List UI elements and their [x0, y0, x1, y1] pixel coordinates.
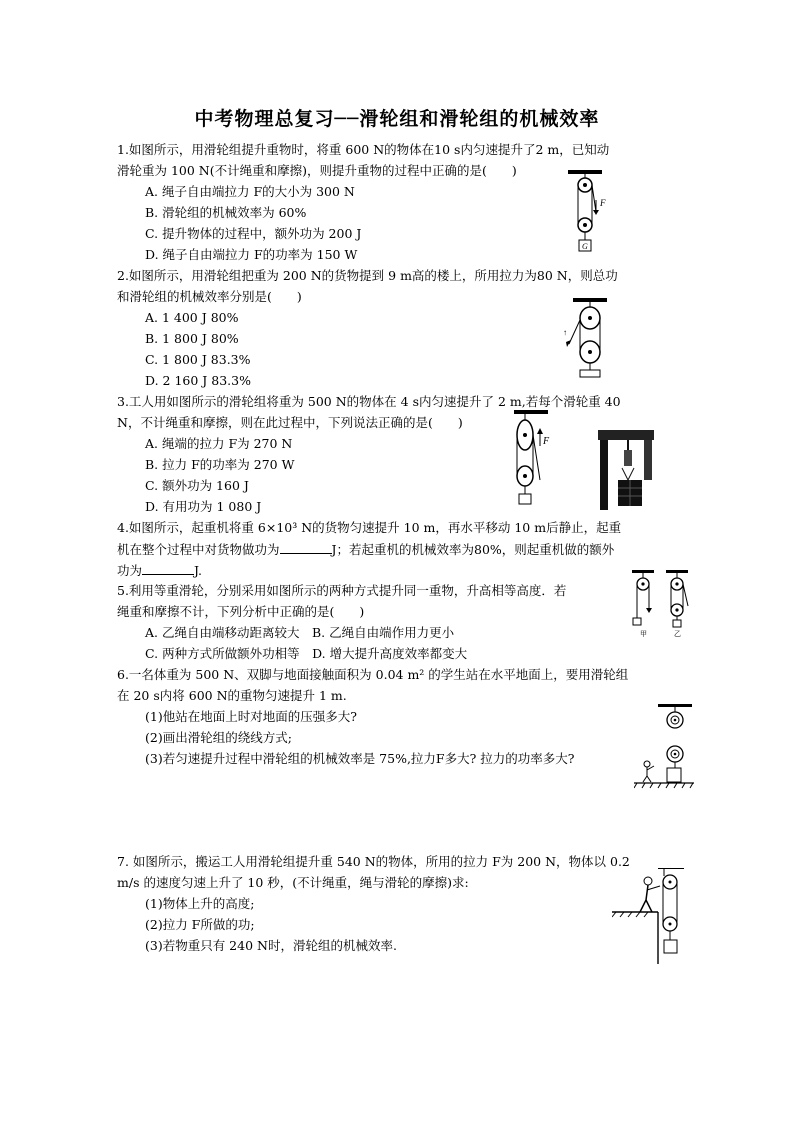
q5-stem-line1: 5.利用等重滑轮，分别采用如图所示的两种方式提升同一重物，升高相等高度．若: [117, 583, 567, 598]
q3-option-d: D. 有用功为 1 080 J: [145, 499, 262, 514]
q4-answer-blank-1[interactable]: [280, 541, 332, 554]
q1-option-c: C. 提升物体的过程中，额外功为 200 J: [145, 226, 362, 241]
q6-sub-2: (2)画出滑轮组的绕线方式;: [145, 730, 292, 745]
q6-sub-1: (1)他站在地面上时对地面的压强多大?: [145, 709, 357, 724]
q7-worker-pulley-figure: [612, 868, 688, 964]
q3-pulley-figure: [510, 410, 560, 508]
q2-option-b: B. 1 800 J 80%: [145, 331, 239, 346]
q4-line3-part-a: 功为: [117, 563, 143, 578]
q7-stem-line1: 7. 如图所示，搬运工人用滑轮组提升重 540 N的物体，所用的拉力 F为 200 N，物体以 0.2: [117, 854, 630, 869]
q3-crane-photo: [598, 428, 654, 510]
q3-option-c: C. 额外功为 160 J: [145, 478, 249, 493]
q1-option-b: B. 滑轮组的机械效率为 60%: [145, 205, 307, 220]
q6-stem-line2: 在 20 s内将 600 N的重物匀速提升 1 m.: [117, 688, 347, 703]
q2-option-d: D. 2 160 J 83.3%: [145, 373, 251, 388]
q4-line1: 4.如图所示，起重机将重 6×10³ N的货物匀速提升 10 m，再水平移动 10 m后静止，起重: [117, 520, 622, 535]
q3-option-b: B. 拉力 F的功率为 270 W: [145, 457, 295, 472]
page-title: 中考物理总复习──滑轮组和滑轮组的机械效率: [194, 108, 600, 130]
q4-answer-blank-2[interactable]: [142, 562, 194, 575]
q1-force-label: F: [600, 198, 606, 208]
svg-text:↑: ↑: [563, 328, 567, 337]
q4-line2-part-b: J；若起重机的机械效率为80%，则起重机做的额外: [331, 542, 615, 557]
q7-stem-line2: m/s 的速度匀速上升了 10 秒，(不计绳重，绳与滑轮的摩擦)求:: [117, 875, 469, 890]
q2-option-a: A. 1 400 J 80%: [145, 310, 239, 325]
q2-pulley-figure: [563, 298, 613, 380]
q1-stem-line1: 1.如图所示，用滑轮组提升重物时，将重 600 N的物体在10 s内匀速提升了2 m，已知动: [117, 142, 610, 157]
q5-pulley-figure: [628, 570, 692, 642]
q5-options-row1: A. 乙绳自由端移动距离较大 B. 乙绳自由端作用力更小: [145, 625, 455, 640]
q2-stem-line1: 2.如图所示，用滑轮组把重为 200 N的货物提到 9 m高的楼上，所用拉力为80 N，则总功: [117, 268, 618, 283]
q4-line3: [117, 562, 202, 579]
q6-pulley-figure: [634, 704, 694, 790]
q4-line2: [117, 541, 614, 558]
q5-label-yi: 乙: [674, 630, 681, 638]
q1-option-a: A. 绳子自由端拉力 F的大小为 300 N: [145, 184, 355, 199]
q5-options-row2: C. 两种方式所做额外功相等 D. 增大提升高度效率都变大: [145, 646, 468, 661]
q4-line3-part-b: J.: [194, 563, 203, 578]
q7-sub-1: (1)物体上升的高度;: [145, 896, 255, 911]
q6-sub-3: (3)若匀速提升过程中滑轮组的机械效率是 75%,拉力F多大? 拉力的功率多大?: [145, 751, 575, 766]
q4-line2-part-a: 机在整个过程中对货物做功为: [117, 542, 280, 557]
q3-stem-line1: 3.工人用如图所示的滑轮组将重为 500 N的物体在 4 s内匀速提升了 2 m,若每个滑轮重 40: [117, 394, 621, 409]
q7-sub-3: (3)若物重只有 240 N时，滑轮组的机械效率.: [145, 938, 397, 953]
q5-label-jia: 甲: [640, 630, 647, 638]
q3-option-a: A. 绳端的拉力 F为 270 N: [145, 436, 293, 451]
q2-stem-line2: 和滑轮组的机械效率分别是( ): [117, 289, 302, 304]
q3-force-label: F: [543, 436, 550, 447]
q3-stem-line2: N，不计绳重和摩擦，则在此过程中，下列说法正确的是( ): [117, 415, 463, 430]
q2-option-c: C. 1 800 J 83.3%: [145, 352, 251, 367]
q5-stem-line2: 绳重和摩擦不计，下列分析中正确的是( ): [117, 604, 365, 619]
q1-option-d: D. 绳子自由端拉力 F的功率为 150 W: [145, 247, 358, 262]
q1-pulley-figure: [560, 170, 610, 256]
q1-weight-label: G: [582, 242, 588, 251]
q1-stem-line2: 滑轮重为 100 N(不计绳重和摩擦)，则提升重物的过程中正确的是( ): [117, 163, 517, 178]
q6-stem-line1: 6.一名体重为 500 N、双脚与地面接触面积为 0.04 m² 的学生站在水平地面上，要用滑轮组: [117, 667, 629, 682]
q7-sub-2: (2)拉力 F所做的功;: [145, 917, 255, 932]
